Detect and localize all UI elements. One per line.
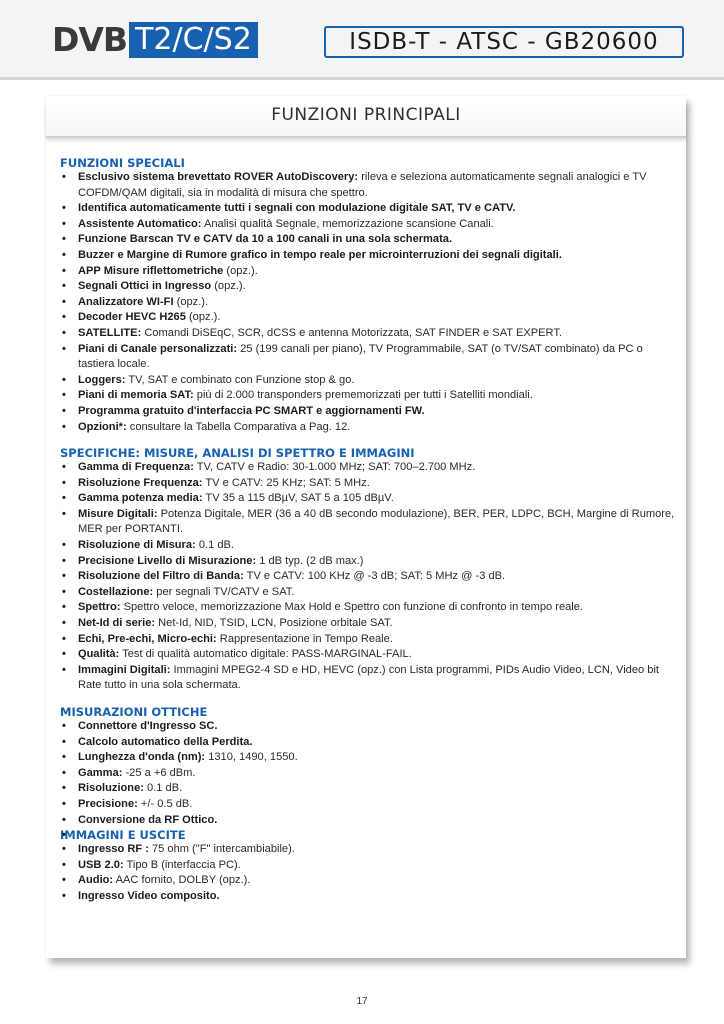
item-label: Conversione da RF Ottico. bbox=[78, 813, 218, 826]
list-item bbox=[60, 781, 678, 797]
section-title: IMMAGINI E USCITE bbox=[60, 828, 186, 843]
feature-list bbox=[60, 842, 678, 904]
panel-content bbox=[60, 156, 678, 905]
item-text: Spettro veloce, memorizzazione Max Hold e Spettro con funzione di confronto in tempo reale. bbox=[120, 601, 584, 614]
item-label: Opzioni*: bbox=[78, 420, 127, 433]
list-item bbox=[60, 538, 678, 554]
main-functions-panel bbox=[46, 96, 686, 958]
item-label: Gamma: bbox=[78, 766, 123, 779]
item-label: Risoluzione di Misura: bbox=[78, 539, 196, 552]
item-text: per segnali TV/CATV e SAT. bbox=[153, 585, 295, 598]
item-label: Buzzer e Margine di Rumore grafico in tempo reale per microinterruzioni dei segnali digitali. bbox=[78, 248, 562, 261]
item-text: (opz.). bbox=[223, 264, 258, 277]
item-label: Ingresso RF : bbox=[78, 843, 149, 856]
item-label: Funzione Barscan TV e CATV da 10 a 100 canali in una sola schermata. bbox=[78, 233, 453, 246]
item-text: Analisi qualità Segnale, memorizzazione scansione Canali. bbox=[201, 217, 494, 230]
section-specifications bbox=[60, 446, 678, 694]
item-label: Misure Digitali: bbox=[78, 507, 158, 520]
item-label: Piani di Canale personalizzati: bbox=[78, 342, 238, 355]
item-label: Programma gratuito d'interfaccia PC SMART e aggiornamenti FW. bbox=[78, 404, 425, 417]
list-item bbox=[60, 750, 678, 766]
item-label: Costellazione: bbox=[78, 585, 154, 598]
item-text: (opz.). bbox=[211, 280, 246, 293]
list-item bbox=[60, 507, 678, 538]
logo-variants-text: T2/C/S2 bbox=[129, 22, 258, 58]
item-label: SATELLITE: bbox=[78, 326, 142, 339]
list-item bbox=[60, 404, 678, 420]
list-item bbox=[60, 719, 678, 735]
item-text: Potenza Digitale, MER (36 a 40 dB secondo modulazione), BER, PER, LDPC, BCH, Margine di Rumore, MER per PORTANTI. bbox=[78, 507, 675, 536]
item-label: Qualità: bbox=[78, 648, 120, 661]
list-item bbox=[60, 295, 678, 311]
item-text: Tipo B (interfaccia PC). bbox=[123, 858, 241, 871]
item-label: Identifica automaticamente tutti i segnali con modulazione digitale SAT, TV e CATV. bbox=[78, 202, 516, 215]
list-item bbox=[60, 873, 678, 889]
item-text: -25 a +6 dBm. bbox=[122, 766, 196, 779]
list-item bbox=[60, 554, 678, 570]
item-text: 0.1 dB. bbox=[143, 782, 183, 795]
item-text: 1 dB typ. (2 dB max.) bbox=[256, 554, 364, 567]
item-label: Segnali Ottici in Ingresso bbox=[78, 280, 212, 293]
list-item bbox=[60, 735, 678, 751]
list-item bbox=[60, 647, 678, 663]
section-title: SPECIFICHE: MISURE, ANALISI DI SPETTRO E IMMAGINI bbox=[60, 446, 415, 461]
section-title: MISURAZIONI OTTICHE bbox=[60, 705, 208, 719]
list-item bbox=[60, 248, 678, 264]
item-label: Calcolo automatico della Perdita. bbox=[78, 735, 253, 748]
list-item bbox=[60, 388, 678, 404]
item-label: Risoluzione Frequenza: bbox=[78, 476, 203, 489]
item-label: Risoluzione: bbox=[78, 782, 144, 795]
list-item bbox=[60, 201, 678, 217]
item-text: 25 (199 canali per piano), TV Programmabile, SAT (o TV/SAT combinato) da PC o tastiera locale. bbox=[78, 342, 643, 371]
item-label: Lunghezza d'onda (nm): bbox=[78, 751, 206, 764]
item-text: Rappresentazione in Tempo Reale. bbox=[216, 632, 393, 645]
item-label: Precisione Livello di Misurazione: bbox=[78, 554, 257, 567]
list-item bbox=[60, 858, 678, 874]
section-optical-measurements bbox=[60, 705, 678, 828]
item-label: Echi, Pre-echi, Micro-echi: bbox=[78, 632, 217, 645]
list-item bbox=[60, 797, 678, 813]
list-item bbox=[60, 310, 678, 326]
item-text: Comandi DiSEqC, SCR, dCSS e antenna Motorizzata, SAT FINDER e SAT EXPERT. bbox=[141, 326, 562, 339]
list-item bbox=[60, 632, 678, 648]
feature-list bbox=[60, 170, 678, 435]
list-item bbox=[60, 476, 678, 492]
item-label: Piani di memoria SAT: bbox=[78, 389, 194, 402]
list-item bbox=[60, 326, 678, 342]
list-item bbox=[60, 889, 678, 905]
item-label: APP Misure riflettometriche bbox=[78, 264, 224, 277]
list-item bbox=[60, 217, 678, 233]
item-label: Gamma di Frequenza: bbox=[78, 461, 194, 474]
page-number: 17 bbox=[356, 996, 368, 1007]
item-label: USB 2.0: bbox=[78, 858, 124, 871]
item-label: Spettro: bbox=[78, 601, 121, 614]
item-text: (opz.). bbox=[185, 311, 221, 324]
item-text: 75 ohm ("F" intercambiabile). bbox=[148, 843, 295, 856]
list-item bbox=[60, 842, 678, 858]
standards-box: ISDB-T - ATSC - GB20600 bbox=[324, 26, 684, 58]
item-label: Audio: bbox=[78, 874, 114, 887]
item-text: TV, CATV e Radio: 30-1.000 MHz; SAT: 700–2.700 MHz. bbox=[193, 461, 476, 474]
item-label: Immagini Digitali: bbox=[78, 663, 171, 676]
item-label: Decoder HEVC H265 bbox=[78, 311, 186, 324]
list-item bbox=[60, 232, 678, 248]
item-label: Risoluzione del Filtro di Banda: bbox=[78, 570, 244, 583]
panel-title: FUNZIONI PRINCIPALI bbox=[271, 105, 461, 125]
list-item bbox=[60, 813, 678, 829]
list-item bbox=[60, 585, 678, 601]
list-item bbox=[60, 420, 678, 436]
item-text: Immagini MPEG2-4 SD e HD, HEVC (opz.) con Lista programmi, PIDs Audio Video, LCN, Video bit Rate tutto in una sola schermata. bbox=[78, 663, 659, 692]
item-text: 0.1 dB. bbox=[195, 539, 234, 552]
feature-list bbox=[60, 719, 678, 828]
list-item bbox=[60, 663, 678, 694]
feature-list bbox=[60, 460, 678, 694]
item-text: 1310, 1490, 1550. bbox=[205, 751, 298, 764]
item-text: consultare la Tabella Comparativa a Pag. 12. bbox=[126, 420, 351, 433]
item-text: Test di qualità automatico digitale: PASS-MARGINAL-FAIL. bbox=[119, 648, 412, 661]
item-label: Net-Id di serie: bbox=[78, 617, 156, 630]
list-item bbox=[60, 569, 678, 585]
item-text: TV, SAT e combinato con Funzione stop & go. bbox=[125, 373, 355, 386]
list-item bbox=[60, 766, 678, 782]
item-label: Ingresso Video composito. bbox=[78, 889, 220, 902]
item-label: Assistente Automatico: bbox=[78, 217, 202, 230]
item-label: Analizzatore WI-FI bbox=[78, 295, 174, 308]
page-header bbox=[0, 0, 724, 80]
item-text: TV e CATV: 100 KHz @ -3 dB; SAT: 5 MHz @ -3 dB. bbox=[243, 570, 506, 583]
item-text: più di 2.000 transponders prememorizzati per tutti i Satelliti mondiali. bbox=[193, 389, 533, 402]
item-text: (opz.). bbox=[173, 295, 209, 308]
list-item bbox=[60, 460, 678, 476]
logo-dvb-text: DVB bbox=[52, 20, 128, 59]
item-text: rileva e seleziona automaticamente segnali analogici e TV COFDM/QAM digitali, sia in modalità di misura che spettro. bbox=[78, 171, 647, 199]
item-label: Connettore d'Ingresso SC. bbox=[78, 720, 218, 732]
section-title: FUNZIONI SPECIALI bbox=[60, 156, 185, 170]
item-text: TV e CATV: 25 KHz; SAT: 5 MHz. bbox=[202, 476, 370, 489]
dvb-logo bbox=[52, 22, 258, 58]
list-item bbox=[60, 373, 678, 389]
item-text: +/- 0.5 dB. bbox=[137, 797, 193, 810]
section-inputs-outputs bbox=[60, 828, 678, 904]
item-text: Net-Id, NID, TSID, LCN, Posizione orbitale SAT. bbox=[155, 617, 393, 630]
item-label: Gamma potenza media: bbox=[78, 492, 203, 505]
list-item bbox=[60, 279, 678, 295]
item-text: AAC fornito, DOLBY (opz.). bbox=[113, 874, 251, 887]
list-item bbox=[60, 264, 678, 280]
list-item bbox=[60, 600, 678, 616]
item-label: Loggers: bbox=[78, 373, 126, 386]
list-item bbox=[60, 170, 678, 201]
list-item bbox=[60, 491, 678, 507]
list-item bbox=[60, 342, 678, 373]
list-item bbox=[60, 616, 678, 632]
section-special-functions bbox=[60, 156, 678, 435]
item-label: Esclusivo sistema brevettato ROVER AutoDiscovery: bbox=[78, 171, 359, 183]
item-label: Precisione: bbox=[78, 797, 138, 810]
item-text: TV 35 a 115 dBµV, SAT 5 a 105 dBµV. bbox=[202, 492, 394, 505]
